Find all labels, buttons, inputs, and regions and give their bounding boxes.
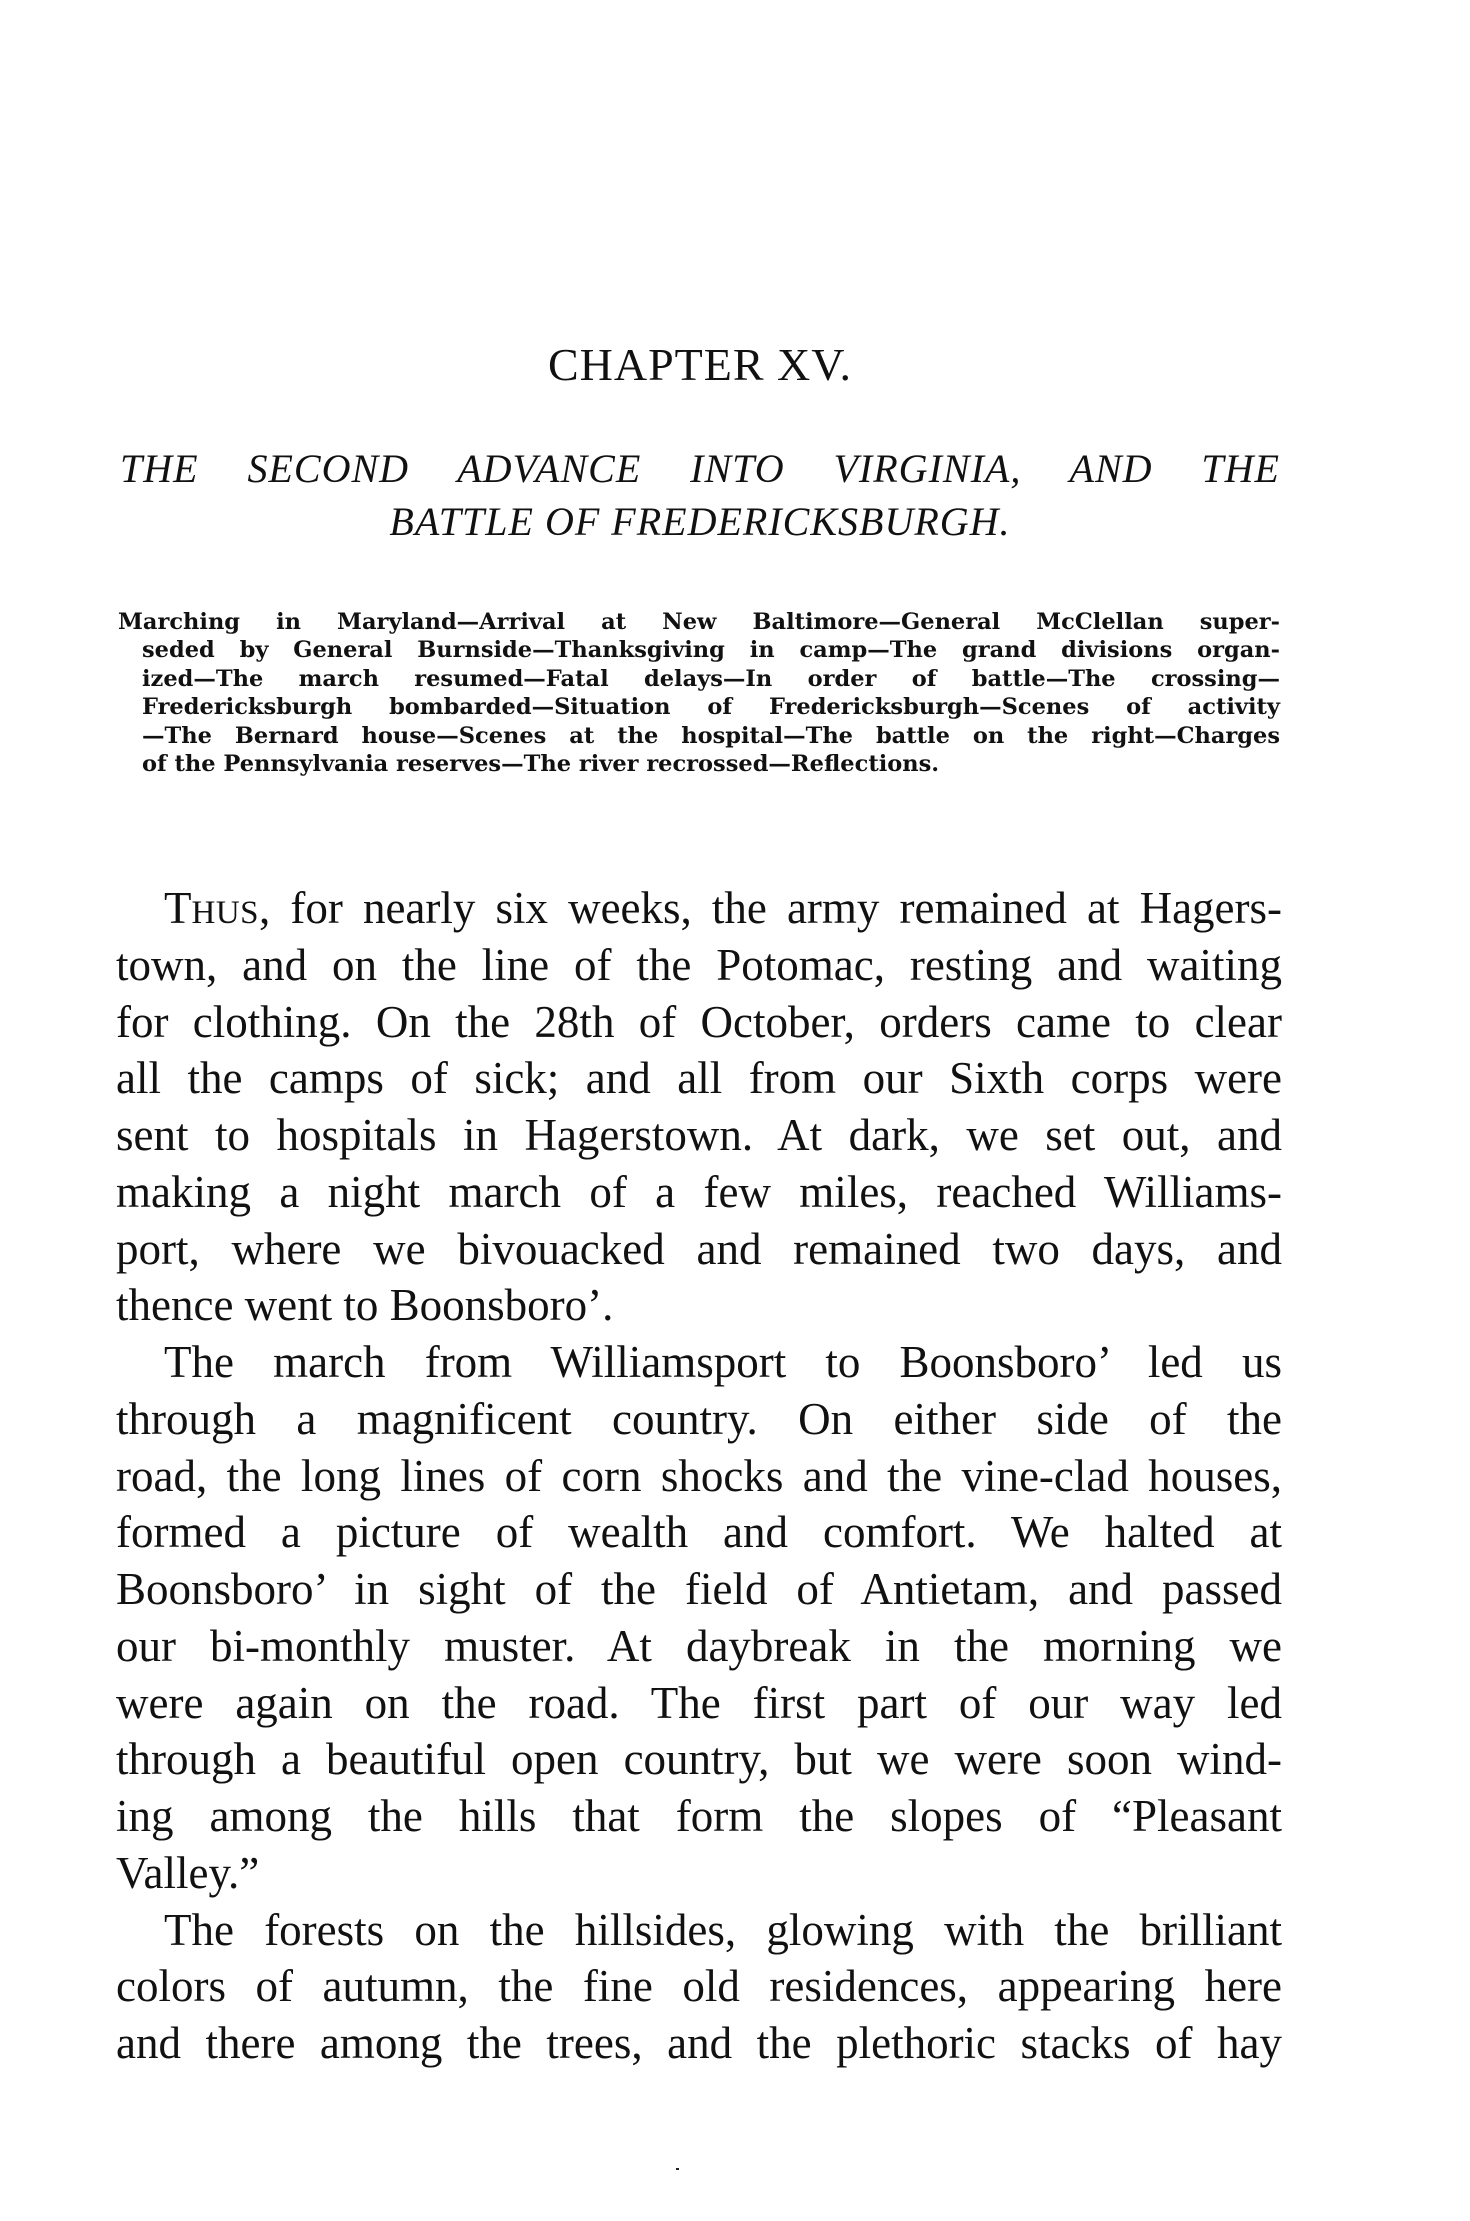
body-line: through a beautiful open country, but we were soon wind- — [116, 1734, 1282, 1785]
body-line: sent to hospitals in Hagerstown. At dark, we set out, and — [116, 1110, 1282, 1160]
summary-line: Marching in Maryland—Arrival at New Baltimore—General McClellan super- — [118, 609, 1280, 635]
scan-speck — [676, 2168, 679, 2170]
opening-line-rest: , for nearly six weeks, the army remained at Hagers- — [259, 883, 1282, 933]
body-line: The forests on the hillsides, glowing with the brilliant — [164, 1904, 1282, 1955]
body-line: making a night march of a few miles, reached Williams- — [116, 1166, 1282, 1217]
chapter-title-line: BATTLE OF FREDERICKSBURGH. — [389, 499, 1011, 544]
chapter-number: CHAPTER XV. — [547, 339, 853, 390]
body-line: were again on the road. The first part of our way led — [116, 1677, 1282, 1728]
opening-cap: T — [164, 883, 192, 933]
body-line: all the camps of sick; and all from our Sixth corps were — [116, 1053, 1282, 1104]
body-line: road, the long lines of corn shocks and the vine-clad houses, — [116, 1450, 1282, 1501]
body-line: thence went to Boonsboro’. — [116, 1280, 614, 1331]
summary-line: of the Pennsylvania reserves—The river recrossed—Reflections. — [142, 750, 940, 777]
body-line: The march from Williamsport to Boonsboro’ led us — [164, 1337, 1282, 1387]
summary-line: Fredericksburgh bombarded—Situation of Fredericksburgh—Scenes of activity — [142, 694, 1280, 721]
body-line: for clothing. On the 28th of October, orders came to clear — [116, 996, 1282, 1047]
body-line: town, and on the line of the Potomac, resting and waiting — [116, 939, 1282, 990]
chapter-title-line: THE SECOND ADVANCE INTO VIRGINIA, AND THE — [120, 446, 1280, 491]
body-line: Boonsboro’ in sight of the field of Antietam, and passed — [116, 1564, 1282, 1614]
body-line-opening — [116, 880, 1282, 937]
summary-line: —The Bernard house—Scenes at the hospital—The battle on the right—Charges — [142, 722, 1280, 749]
body-line: our bi-monthly muster. At daybreak in the morning we — [116, 1620, 1282, 1671]
summary-line: seded by General Burnside—Thanksgiving in camp—The grand divisions organ- — [142, 637, 1280, 664]
body-line: Valley.” — [116, 1847, 260, 1898]
body-line: and there among the trees, and the plethoric stacks of hay — [116, 2018, 1282, 2068]
summary-line: ized—The march resumed—Fatal delays—In order of battle—The crossing— — [142, 665, 1280, 692]
body-line: through a magnificent country. On either side of the — [116, 1393, 1282, 1444]
opening-small-caps: HUS — [191, 895, 260, 931]
body-line: formed a picture of wealth and comfort. We halted at — [116, 1507, 1282, 1558]
chapter-title — [120, 444, 1280, 550]
body-line: ing among the hills that form the slopes of “Pleasant — [116, 1791, 1282, 1841]
body-text — [116, 880, 1282, 2072]
body-line: port, where we bivouacked and remained two days, and — [116, 1223, 1282, 1274]
chapter-summary — [118, 608, 1280, 778]
body-line: colors of autumn, the fine old residences, appearing here — [116, 1961, 1282, 2012]
